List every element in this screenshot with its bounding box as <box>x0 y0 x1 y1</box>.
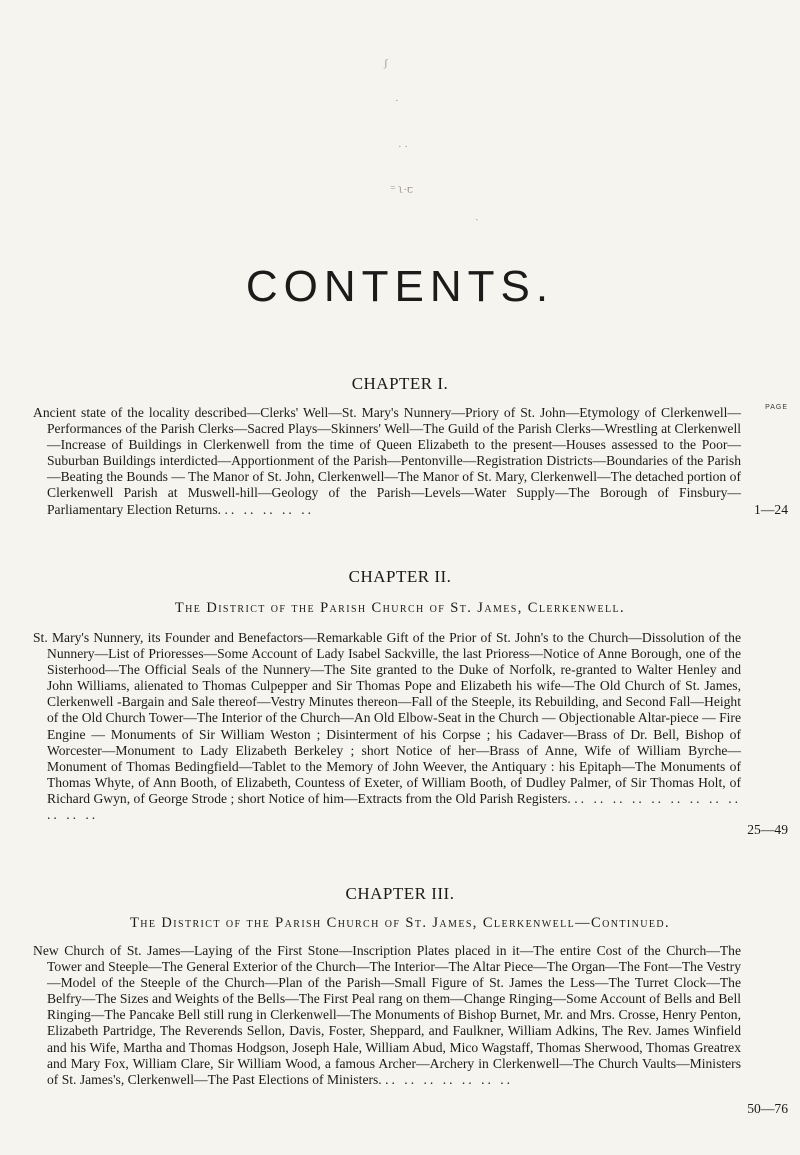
page-column-label: PAGE <box>765 404 788 411</box>
chapter-3-synopsis <box>33 943 741 1088</box>
paper-speck: · · <box>398 141 409 153</box>
paper-speck: ⁼ ʅ·ꞇ <box>390 184 414 196</box>
chapter-1-heading: CHAPTER I. <box>351 374 449 393</box>
chapter-3-synopsis-text: New Church of St. James—Laying of the First Stone—Inscription Plates placed in it—The entire Cost of the Church—The Tower and Steeple—The General Exterior of the Church—The Interior—The Altar Piece—The Organ—The Font—The Vestry—Model of the Steeple of the Church—Plan of the Parish—Small Figure of St. James the Less—The Turret Clock—The Belfry—The Sizes and Weights of the Bells—The First Peal rang on them—Change Ringing—Some Account of Bells and Bell Ringing—The Pancake Bell still rung in Clerkenwell—The Monuments of Bishop Burnet, Mr. and Mrs. Crosse, Henry Penton, Elizabeth Partridge, The Reverends Sellon, Davis, Foster, Sheppard, and Faulkner, William Adkins, The Rev. James Winfield and his Wife, Martha and Thomas Hodgson, Joseph Hale, William Abud, Mico Wagstaff, Thomas Sherwood, Thomas Greatrex and Mary Fox, William Clare, Sir William Wood, a famous Archer—Archery in Clerkenwell—The Church Vaults—Ministers of St. James's, Clerkenwell—The Past Elections of Ministers. <box>33 943 741 1087</box>
chapter-2-subtitle: The District of the Parish Church of St. James, Clerkenwell. <box>174 600 626 616</box>
chapter-1-synopsis-text: Ancient state of the locality described—Clerks' Well—St. Mary's Nunnery—Priory of St. John—Etymology of Clerkenwell—Performances of the Parish Clerks—Sacred Plays—Skinners' Well—The Guild of the Parish Clerks—Wrestling at Clerkenwell—Increase of Buildings in Clerkenwell from the time of Queen Elizabeth to the present—Houses assessed to the Poor—Suburban Buildings interdicted—Apportionment of the Parish—Pentonville—Registration Districts—Boundaries of the Parish—Beating the Bounds — The Manor of St. John, Clerkenwell—The Manor of St. Mary, Clerkenwell—The detached portion of Clerkenwell Parish at Muswell-hill—Geology of the Parish—Levels—Water Supply—The Borough of Finsbury—Parliamentary Election Returns. <box>33 405 741 517</box>
chapter-3-leader: .. .. .. .. .. .. .. <box>385 1071 514 1087</box>
chapter-2-leader: .. .. .. .. .. .. .. .. .. .. .. .. <box>47 790 741 823</box>
paper-speck: ˎ <box>475 209 479 221</box>
chapter-1-synopsis <box>33 405 741 518</box>
chapter-1-leader: .. .. .. .. .. <box>224 501 315 517</box>
chapter-3-pages: 50—76 <box>747 1101 788 1116</box>
paper-speck: ʃ <box>384 57 388 69</box>
chapter-3-subtitle: The District of the Parish Church of St. James, Clerkenwell—Continued. <box>130 915 670 931</box>
chapter-2-pages: 25—49 <box>747 822 788 837</box>
chapter-2-heading: CHAPTER II. <box>348 567 452 586</box>
chapter-2-synopsis-text: St. Mary's Nunnery, its Founder and Benefactors—Remarkable Gift of the Prior of St. John's to the Church—Dissolution of the Nunnery—List of Prioresses—Some Account of Lady Isabel Sackville, the last Prioress—Notice of Anne Borough, one of the Sisterhood—The Official Seals of the Nunnery—The Site granted to the Duke of Norfolk, re-granted to Walter Henley and John Williams, alienated to Thomas Culpepper and Sir Thomas Pope and Elizabeth his wife—The Old Church of St. James, Clerkenwell -Bargain and Sale thereof—Vestry Minutes thereon—Fall of the Steeple, its Rebuilding, and Second Fall—Height of the Old Church Tower—The Interior of the Church—An Old Elbow-Seat in the Church — Objectionable Altar-piece — Fire Engine — Monuments of Sir William Weston ; Disinterment of his Corpse ; his Cadaver—Brass of Dr. Bell, Bishop of Worcester—Monument to Lady Elizabeth Berkeley ; short Notice of her—Brass of Anne, Wife of William Byrche—Monument of Thomas Bedingfield—Tablet to the Memory of John Weever, the Antiquary : his Epitaph—The Monuments of Thomas Whyte, of Ann Booth, of Elizabeth, Countess of Exeter, of William Booth, of Dudley Palmer, of Sir Thomas Holt, of Richard Gwyn, of George Strode ; short Notice of him—Extracts from the Old Parish Registers. <box>33 630 741 806</box>
contents-heading: CONTENTS. <box>245 262 555 311</box>
paper-speck: · <box>395 95 399 107</box>
chapter-3-heading: CHAPTER III. <box>345 884 455 903</box>
chapter-2-synopsis <box>33 630 741 823</box>
chapter-1-pages: 1—24 <box>754 502 788 517</box>
